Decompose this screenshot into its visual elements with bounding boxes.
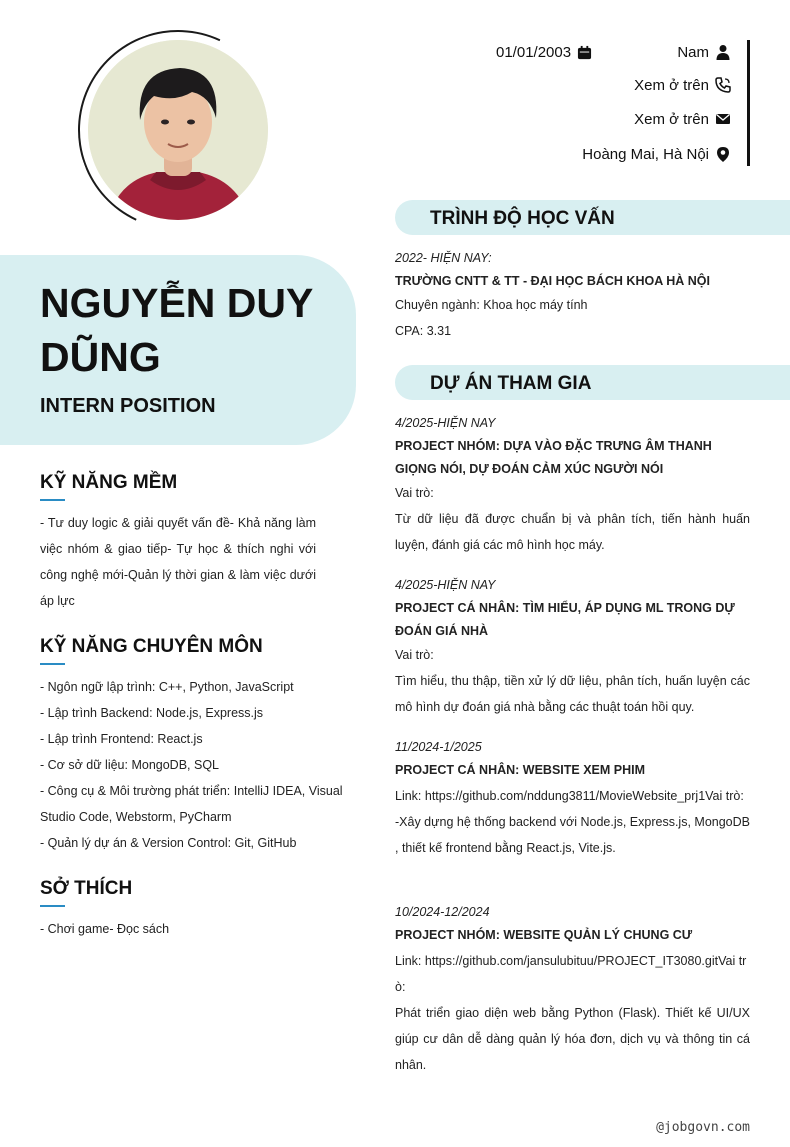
- hobbies-underline: [40, 905, 65, 907]
- list-item: - Lập trình Frontend: React.js: [40, 732, 203, 746]
- soft-skills-text: - Tư duy logic & giải quyết vấn đề- Khả năng làm việc nhóm & giao tiếp- Tự học & thích nghi với công nghệ mới-Quản lý thời gian & làm việc dưới áp lực: [40, 516, 316, 608]
- email-text: Xem ở trên: [634, 110, 709, 128]
- project-date: 10/2024-12/2024: [395, 905, 490, 919]
- full-name: NGUYỄN DUY DŨNG: [40, 280, 313, 380]
- address-text: Hoàng Mai, Hà Nội: [582, 145, 709, 163]
- project-item: [395, 736, 750, 861]
- list-item: - Ngôn ngữ lập trình: C++, Python, JavaScript: [40, 680, 294, 694]
- footer-watermark: @jobgovn.com: [656, 1120, 750, 1135]
- project-description: Phát triển giao diện web bằng Python (Flask). Thiết kế UI/UX giúp cư dân dễ dàng quản lý hóa đơn, dịch vụ và thông tin cá nhân.: [395, 1006, 750, 1072]
- education-school: TRƯỜNG CNTT & TT - ĐẠI HỌC BÁCH KHOA HÀ NỘI: [395, 274, 710, 288]
- project-description: Tìm hiểu, thu thập, tiền xử lý dữ liệu, phân tích, huấn luyện các mô hình dự đoán giá nhà bằng các thuật toán hồi quy.: [395, 674, 750, 714]
- location-pin-icon: [715, 146, 731, 162]
- dob-row: [496, 41, 592, 63]
- project-item: [395, 901, 750, 1078]
- soft-skills-title: KỸ NĂNG MỀM: [40, 472, 178, 493]
- project-name: PROJECT CÁ NHÂN: WEBSITE XEM PHIM: [395, 763, 646, 777]
- project-link: Link: https://github.com/jansulubituu/PROJECT_IT3080.gitVai trò:: [395, 954, 747, 994]
- project-item: [395, 574, 750, 720]
- gender-row: [677, 41, 731, 63]
- project-item: [395, 412, 750, 558]
- avatar: [88, 40, 268, 220]
- project-date: 11/2024-1/2025: [395, 740, 482, 754]
- project-link: Link: https://github.com/nddung3811/MovieWebsite_prj1Vai trò:: [395, 789, 744, 803]
- hobbies-title: SỞ THÍCH: [40, 878, 133, 899]
- projects-title: DỰ ÁN THAM GIA: [430, 373, 592, 394]
- list-item: - Cơ sở dữ liệu: MongoDB, SQL: [40, 758, 219, 772]
- mail-icon: [715, 111, 731, 127]
- list-item: - Lập trình Backend: Node.js, Express.js: [40, 706, 264, 720]
- phone-row: [634, 74, 731, 96]
- email-row: [634, 108, 731, 130]
- project-role-label: Vai trò:: [395, 486, 434, 500]
- hard-skills-underline: [40, 663, 65, 665]
- project-name: PROJECT NHÓM: WEBSITE QUẢN LÝ CHUNG CƯ: [395, 928, 693, 942]
- project-description: Từ dữ liệu đã được chuẩn bị và phân tích, tiến hành huấn luyện, đánh giá các mô hình học máy.: [395, 512, 750, 552]
- dob-text: 01/01/2003: [496, 43, 572, 61]
- phone-icon: [715, 77, 731, 93]
- gender-text: Nam: [677, 43, 709, 61]
- user-icon: [715, 44, 731, 60]
- education-date: 2022- HIỆN NAY:: [395, 251, 492, 265]
- list-item: - Công cụ & Môi trường phát triển: IntelliJ IDEA, Visual Studio Code, Webstorm, PyCharm: [40, 784, 343, 824]
- education-block: [395, 247, 750, 343]
- project-date: 4/2025-HIỆN NAY: [395, 578, 496, 592]
- soft-skills-underline: [40, 499, 65, 501]
- education-title: TRÌNH ĐỘ HỌC VẤN: [430, 208, 615, 229]
- project-role-label: Vai trò:: [395, 648, 434, 662]
- contact-divider: [747, 40, 750, 166]
- project-description: -Xây dựng hệ thống backend với Node.js, Express.js, MongoDB , thiết kế frontend bằng React.js, Vite.js.: [395, 815, 750, 855]
- project-name: PROJECT CÁ NHÂN: TÌM HIỂU, ÁP DỤNG ML TRONG DỰ ĐOÁN GIÁ NHÀ: [395, 601, 735, 638]
- project-date: 4/2025-HIỆN NAY: [395, 416, 496, 430]
- list-item: - Quản lý dự án & Version Control: Git, GitHub: [40, 836, 297, 850]
- calendar-icon: [577, 45, 592, 60]
- hard-skills-list: [40, 674, 356, 856]
- phone-text: Xem ở trên: [634, 76, 709, 94]
- address-row: [582, 143, 731, 165]
- job-position: INTERN POSITION: [40, 395, 216, 417]
- hard-skills-title: KỸ NĂNG CHUYÊN MÔN: [40, 636, 263, 657]
- hobbies-text: - Chơi game- Đọc sách: [40, 922, 170, 936]
- education-cpa: CPA: 3.31: [395, 324, 452, 338]
- avatar-photo: [88, 40, 268, 220]
- project-name: PROJECT NHÓM: DỰA VÀO ĐẶC TRƯNG ÂM THANH GIỌNG NÓI, DỰ ĐOÁN CẢM XÚC NGƯỜI NÓI: [395, 439, 712, 476]
- education-major: Chuyên ngành: Khoa học máy tính: [395, 298, 588, 312]
